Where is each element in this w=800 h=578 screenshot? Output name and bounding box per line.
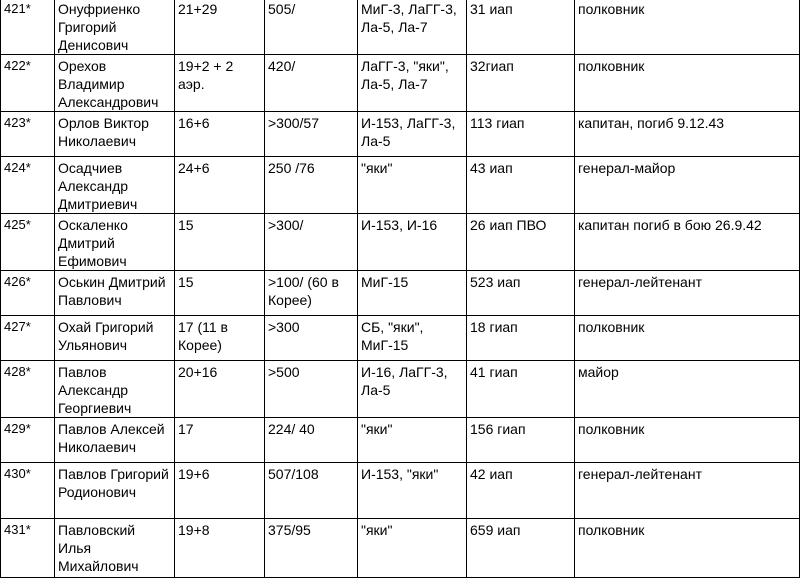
- aircraft-types: И-153, ЛаГГ-3, Ла-5: [358, 112, 467, 157]
- victories: 20+16: [175, 361, 265, 418]
- victories: 19+2 + 2 аэр.: [175, 55, 265, 112]
- pilot-name: Оськин Дмитрий Павлович: [55, 271, 175, 316]
- sorties: 507/108: [265, 463, 358, 519]
- aircraft-types: "яки": [358, 418, 467, 463]
- regiment: 26 иап ПВО: [467, 214, 575, 271]
- aircraft-types: СБ, "яки", МиГ-15: [358, 316, 467, 361]
- rank-note: капитан, погиб 9.12.43: [575, 112, 800, 157]
- regiment: 659 иап: [467, 519, 575, 578]
- table-row: [1, 214, 800, 271]
- table-row: [1, 55, 800, 112]
- aircraft-types: МиГ-15: [358, 271, 467, 316]
- row-number: 424*: [1, 157, 55, 214]
- sorties: >100/ (60 в Корее): [265, 271, 358, 316]
- table-row: [1, 316, 800, 361]
- pilot-name: Онуфриенко Григорий Денисович: [55, 0, 175, 55]
- table-row: [1, 361, 800, 418]
- sorties: >300/: [265, 214, 358, 271]
- pilot-name: Павловский Илья Михайлович: [55, 519, 175, 578]
- rank-note: полковник: [575, 55, 800, 112]
- regiment: 32гиап: [467, 55, 575, 112]
- victories: 19+8: [175, 519, 265, 578]
- row-number: 423*: [1, 112, 55, 157]
- aircraft-types: МиГ-3, ЛаГГ-3, Ла-5, Ла-7: [358, 0, 467, 55]
- pilot-name: Павлов Алексей Николаевич: [55, 418, 175, 463]
- sorties: 224/ 40: [265, 418, 358, 463]
- pilot-name: Орехов Владимир Александрович: [55, 55, 175, 112]
- pilot-name: Павлов Григорий Родионович: [55, 463, 175, 519]
- sorties: 420/: [265, 55, 358, 112]
- sorties: >300: [265, 316, 358, 361]
- regiment: 156 гиап: [467, 418, 575, 463]
- regiment: 523 иап: [467, 271, 575, 316]
- table-row: [1, 418, 800, 463]
- table-row: [1, 271, 800, 316]
- table-row: [1, 463, 800, 519]
- regiment: 113 гиап: [467, 112, 575, 157]
- victories: 17: [175, 418, 265, 463]
- sorties: 375/95: [265, 519, 358, 578]
- rank-note: полковник: [575, 418, 800, 463]
- aircraft-types: И-153, И-16: [358, 214, 467, 271]
- regiment: 42 иап: [467, 463, 575, 519]
- row-number: 431*: [1, 519, 55, 578]
- regiment: 31 иап: [467, 0, 575, 55]
- regiment: 43 иап: [467, 157, 575, 214]
- sorties: >300/57: [265, 112, 358, 157]
- aircraft-types: ЛаГГ-3, "яки", Ла-5, Ла-7: [358, 55, 467, 112]
- row-number: 429*: [1, 418, 55, 463]
- table-row: [1, 112, 800, 157]
- sorties: >500: [265, 361, 358, 418]
- rank-note: генерал-лейтенант: [575, 463, 800, 519]
- rank-note: полковник: [575, 316, 800, 361]
- regiment: 41 гиап: [467, 361, 575, 418]
- victories: 15: [175, 271, 265, 316]
- table-row: [1, 157, 800, 214]
- regiment: 18 гиап: [467, 316, 575, 361]
- rank-note: полковник: [575, 0, 800, 55]
- aircraft-types: "яки": [358, 519, 467, 578]
- victories: 15: [175, 214, 265, 271]
- victories: 16+6: [175, 112, 265, 157]
- aircraft-types: И-16, ЛаГГ-3, Ла-5: [358, 361, 467, 418]
- row-number: 421*: [1, 0, 55, 55]
- rank-note: полковник: [575, 519, 800, 578]
- table-row: [1, 519, 800, 578]
- pilot-name: Оскаленко Дмитрий Ефимович: [55, 214, 175, 271]
- victories: 24+6: [175, 157, 265, 214]
- pilot-name: Орлов Виктор Николаевич: [55, 112, 175, 157]
- victories: 21+29: [175, 0, 265, 55]
- victories: 17 (11 в Корее): [175, 316, 265, 361]
- row-number: 427*: [1, 316, 55, 361]
- pilot-name: Охай Григорий Ульянович: [55, 316, 175, 361]
- sorties: 250 /76: [265, 157, 358, 214]
- pilot-name: Осадчиев Александр Дмитриевич: [55, 157, 175, 214]
- aircraft-types: И-153, "яки": [358, 463, 467, 519]
- row-number: 428*: [1, 361, 55, 418]
- table-row: [1, 0, 800, 55]
- victories: 19+6: [175, 463, 265, 519]
- rank-note: генерал-лейтенант: [575, 271, 800, 316]
- rank-note: майор: [575, 361, 800, 418]
- rank-note: капитан погиб в бою 26.9.42: [575, 214, 800, 271]
- pilot-name: Павлов Александр Георгиевич: [55, 361, 175, 418]
- rank-note: генерал-майор: [575, 157, 800, 214]
- row-number: 425*: [1, 214, 55, 271]
- row-number: 426*: [1, 271, 55, 316]
- row-number: 430*: [1, 463, 55, 519]
- row-number: 422*: [1, 55, 55, 112]
- sorties: 505/: [265, 0, 358, 55]
- aircraft-types: "яки": [358, 157, 467, 214]
